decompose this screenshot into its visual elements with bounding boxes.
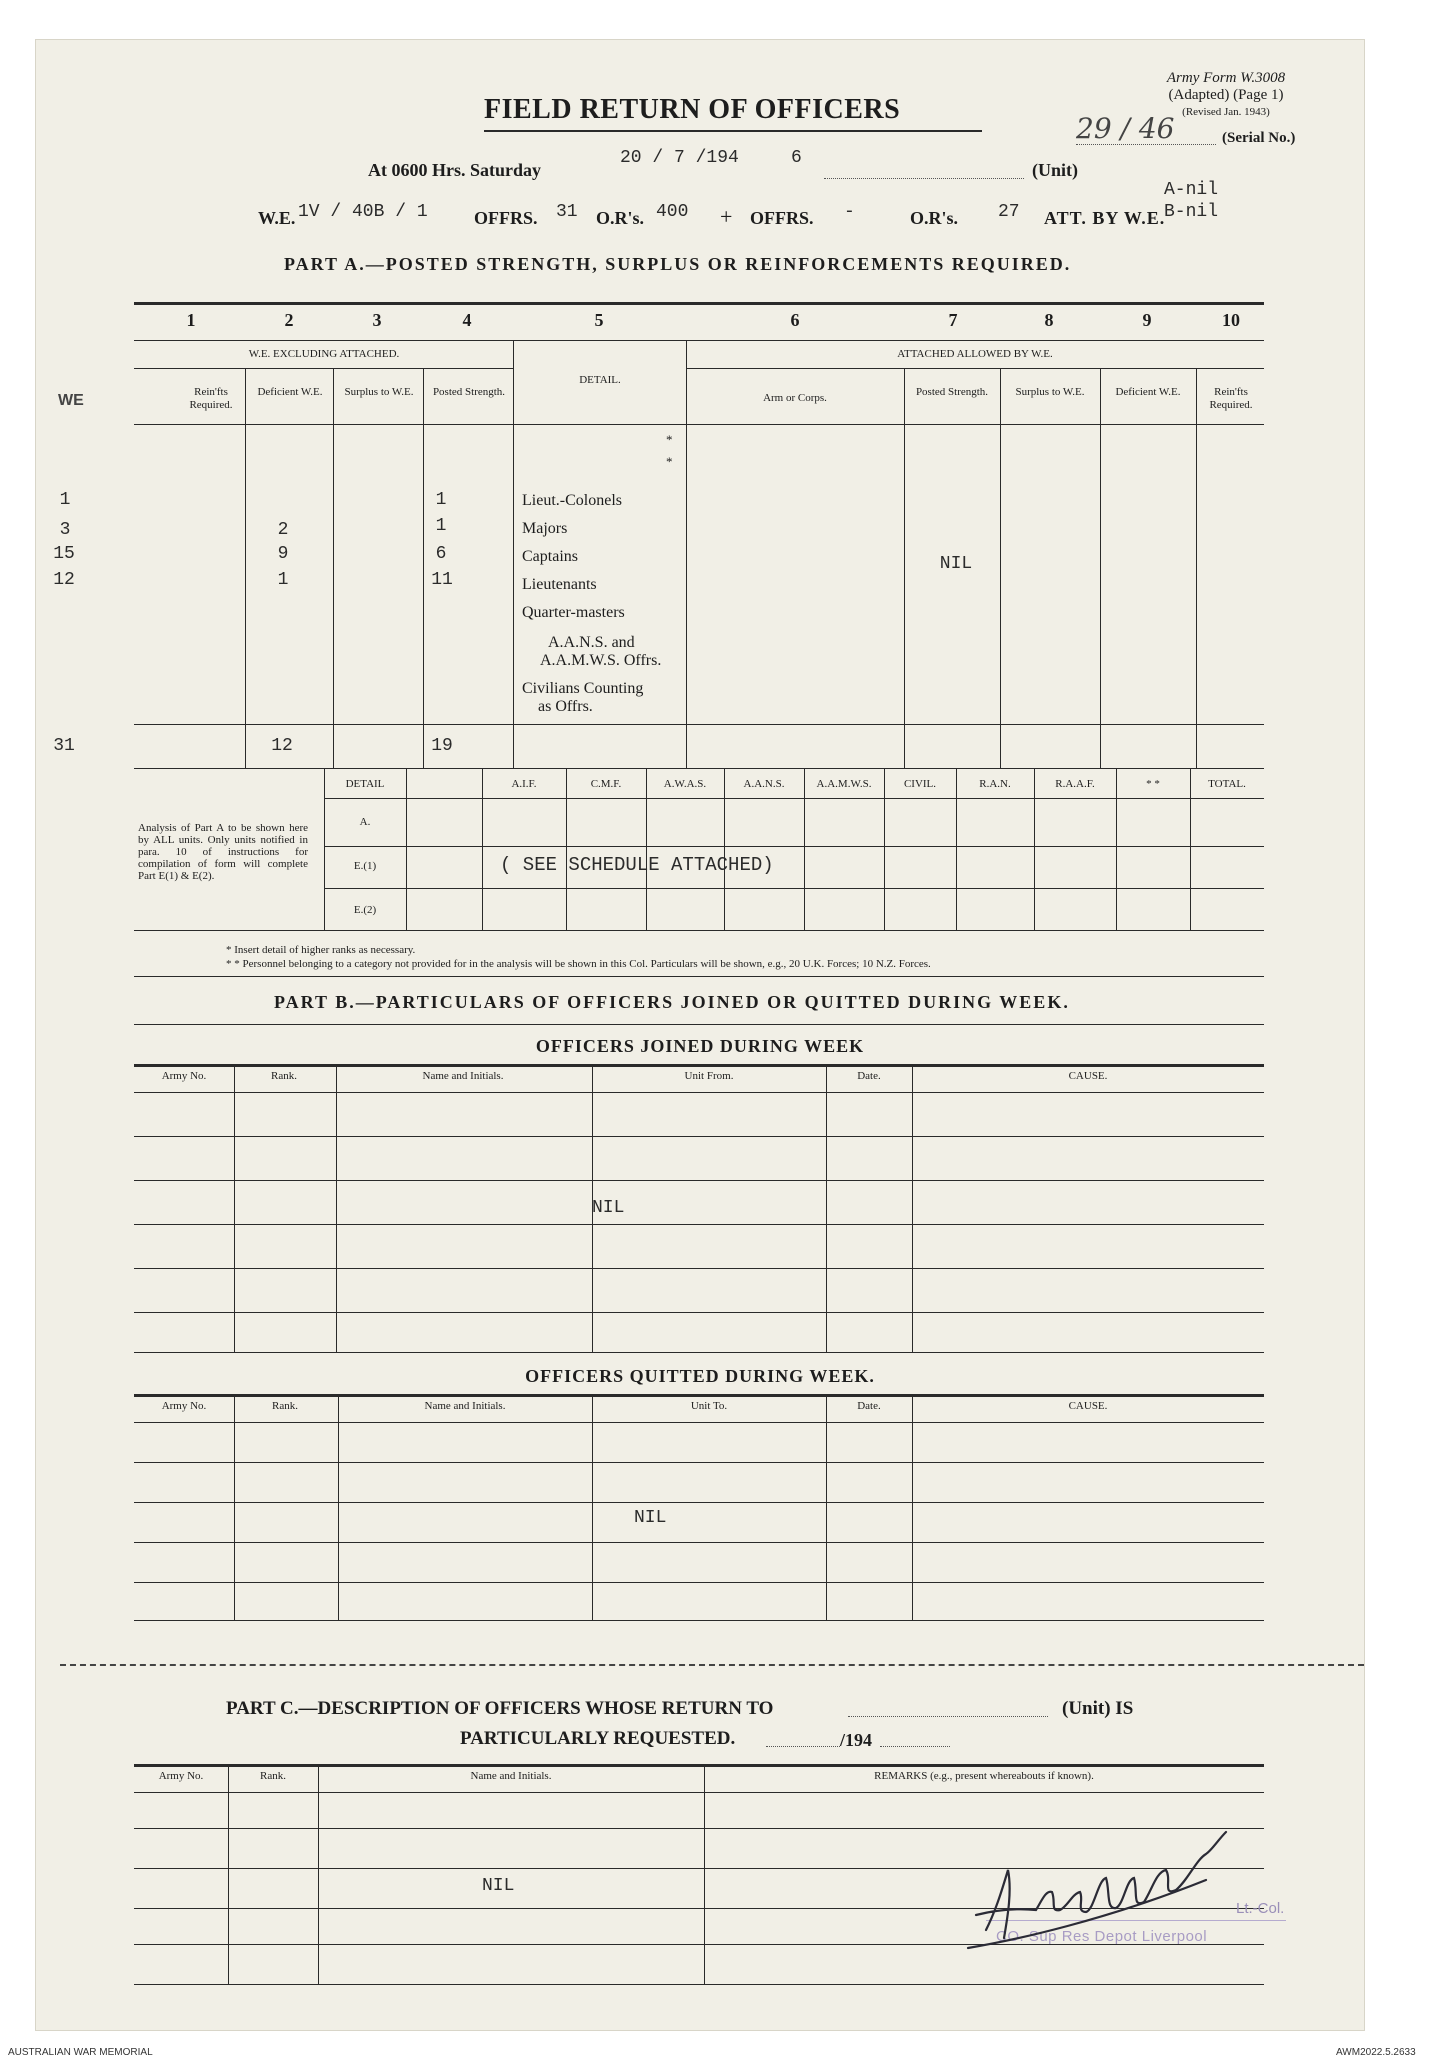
grid-line — [134, 1394, 1264, 1397]
grid-line — [134, 424, 1264, 425]
grid-line — [134, 1984, 1264, 1985]
grid-line — [566, 768, 567, 930]
star-2: * — [666, 454, 673, 469]
joined-col-army-no: Army No. — [161, 1070, 207, 1082]
grid-line — [134, 1268, 1264, 1269]
part-c-col-army-no: Army No. — [158, 1770, 204, 1782]
offrs-value: 31 — [556, 202, 578, 222]
grid-line — [1116, 768, 1117, 930]
grid-line — [513, 340, 514, 768]
rank-lieutenants: Lieutenants — [522, 576, 597, 593]
title-underline — [484, 130, 982, 132]
posted-row-3: 6 — [435, 544, 447, 564]
analysis-row-e1: E.(1) — [353, 860, 377, 872]
grid-line — [482, 768, 483, 930]
rank-civilians-2: as Offrs. — [538, 698, 593, 715]
part-b-heading: PART B.—PARTICULARS OF OFFICERS JOINED OR QUITTED DURING WEEK. — [274, 992, 1070, 1012]
grid-line — [134, 1064, 1264, 1067]
joined-heading: OFFICERS JOINED DURING WEEK — [535, 1036, 865, 1056]
grid-line — [134, 1462, 1264, 1463]
grid-line — [134, 1224, 1264, 1225]
grid-line — [134, 1792, 1264, 1793]
grid-line — [234, 1394, 235, 1620]
grid-line — [134, 1422, 1264, 1423]
col-num: 3 — [372, 310, 382, 330]
grid-line — [228, 1764, 229, 1984]
quitted-nil: NIL — [634, 1508, 667, 1528]
analysis-col-cmf: C.M.F. — [590, 778, 622, 790]
signature-graphic — [956, 1820, 1256, 1960]
part-c-date-line — [766, 1746, 840, 1747]
analysis-row-a: A. — [359, 816, 371, 828]
joined-nil: NIL — [592, 1198, 625, 1218]
joined-col-rank: Rank. — [271, 1070, 297, 1082]
grid-line — [956, 768, 957, 930]
deficient-row-3: 9 — [277, 544, 289, 564]
joined-col-cause: CAUSE. — [1068, 1070, 1108, 1082]
unit-line — [824, 178, 1024, 179]
analysis-row-e2: E.(2) — [353, 904, 377, 916]
rank-civilians-1: Civilians Counting — [522, 680, 644, 697]
grid-line — [804, 768, 805, 930]
grid-line — [324, 846, 1264, 847]
schedule-attached-note: ( SEE SCHEDULE ATTACHED) — [500, 854, 774, 876]
grid-line — [423, 368, 424, 768]
grid-line — [134, 1620, 1264, 1621]
grid-line — [912, 1394, 913, 1620]
analysis-col-aamws: A.A.M.W.S. — [816, 778, 872, 790]
form-id: Army Form W.3008 — [1166, 70, 1286, 86]
return-date: 20 / 7 /194 — [620, 148, 739, 168]
we-row-3: 15 — [53, 544, 75, 564]
att-label: ATT. BY W.E. — [1044, 208, 1166, 228]
posted-row-4: 11 — [431, 570, 453, 590]
grid-line — [333, 368, 334, 768]
grid-line — [134, 976, 1264, 977]
subhead-arm-corps: Arm or Corps. — [763, 392, 827, 404]
form-sheet — [36, 40, 1364, 2030]
part-a-top-border — [134, 302, 1264, 305]
form-adapted: (Adapted) (Page 1) — [1168, 87, 1284, 103]
col-num: 4 — [462, 310, 472, 330]
grid-line — [134, 368, 514, 369]
grid-line — [904, 368, 905, 768]
b-nil: B-nil — [1164, 202, 1219, 222]
col-num: 5 — [594, 310, 604, 330]
grid-line — [884, 768, 885, 930]
attached-nil: NIL — [939, 554, 973, 574]
grid-line — [318, 1764, 319, 1984]
grid-line — [134, 1352, 1264, 1353]
grid-line — [1034, 768, 1035, 930]
grid-line — [338, 1394, 339, 1620]
subhead-att-deficient: Deficient W.E. — [1115, 386, 1181, 398]
grid-line — [1196, 368, 1197, 768]
deficient-row-4: 1 — [277, 570, 289, 590]
part-c-col-name: Name and Initials. — [470, 1770, 552, 1782]
part-c-unit-label: (Unit) IS — [1062, 1698, 1134, 1719]
col-num: 9 — [1142, 310, 1152, 330]
subhead-surplus: Surplus to W.E. — [344, 386, 414, 398]
part-c-heading-2: PARTICULARLY REQUESTED. — [460, 1728, 736, 1749]
analysis-col-aans: A.A.N.S. — [743, 778, 785, 790]
rank-lieut-colonels: Lieut.-Colonels — [522, 492, 622, 509]
unit-label: (Unit) — [1032, 160, 1078, 180]
page-title: FIELD RETURN OF OFFICERS — [484, 94, 901, 125]
we-value: 1V / 40B / 1 — [298, 202, 428, 222]
stamp-rank: Lt.-Col. — [1236, 1900, 1285, 1917]
grid-line — [324, 798, 1264, 799]
we-label: W.E. — [258, 208, 296, 228]
return-year-digit: 6 — [791, 148, 802, 168]
grid-line — [134, 1312, 1264, 1313]
joined-col-date: Date. — [857, 1070, 881, 1082]
quitted-col-cause: CAUSE. — [1068, 1400, 1108, 1412]
col-num: 8 — [1044, 310, 1054, 330]
plus-sign: + — [720, 204, 733, 229]
subhead-att-surplus: Surplus to W.E. — [1015, 386, 1085, 398]
grid-line — [336, 1064, 337, 1352]
grid-line — [134, 1542, 1264, 1543]
serial-line — [1076, 144, 1216, 145]
rank-quarter-masters: Quarter-masters — [522, 604, 625, 621]
grid-line — [134, 340, 1264, 341]
footnote-2: * * Personnel belonging to a category not provided for in the analysis will be shown in this Col. Particulars will be shown, e.g., 20 U.K. Forces; 10 N.Z. Forces. — [226, 958, 931, 970]
grid-line — [912, 1064, 913, 1352]
subhead-att-posted: Posted Strength. — [915, 386, 989, 398]
analysis-col-detail: DETAIL — [345, 778, 385, 790]
posted-row-1: 1 — [435, 490, 447, 510]
analysis-col-other: * * — [1146, 778, 1160, 790]
total-deficient: 12 — [271, 736, 293, 756]
attached-allowed-heading: ATTACHED ALLOWED BY W.E. — [897, 348, 1053, 360]
grid-line — [134, 724, 1264, 725]
detail-heading: DETAIL. — [579, 374, 621, 386]
analysis-note: Analysis of Part A to be shown here by ALL units. Only units notified in para. 10 of instructions for compilation of form will complete Part E(1) & E(2). — [138, 822, 308, 882]
footnote-1: * Insert detail of higher ranks as necessary. — [226, 944, 416, 956]
ors2-value: 27 — [998, 202, 1020, 222]
grid-line — [1000, 368, 1001, 768]
star-1: * — [666, 432, 673, 447]
grid-line — [406, 768, 407, 930]
part-c-date: /194 — [840, 1730, 873, 1750]
subhead-att-reinf: Rein'fts Required. — [1209, 386, 1253, 411]
grid-line — [324, 888, 1264, 889]
cut-line — [60, 1664, 1364, 1666]
offrs-label: OFFRS. — [474, 208, 538, 228]
col-num: 6 — [790, 310, 800, 330]
form-revised: (Revised Jan. 1943) — [1182, 106, 1270, 118]
quitted-col-name: Name and Initials. — [424, 1400, 506, 1412]
col-num: 7 — [948, 310, 958, 330]
ors-label: O.R's. — [596, 208, 645, 228]
grid-line — [724, 768, 725, 930]
footer-left: AUSTRALIAN WAR MEMORIAL — [8, 2047, 153, 2058]
grid-line — [1190, 768, 1191, 930]
col-num: 1 — [186, 310, 196, 330]
analysis-col-ran: R.A.N. — [979, 778, 1011, 790]
subhead-deficient: Deficient W.E. — [257, 386, 323, 398]
stamp-unit: CO. Sup Res Depot Liverpool — [996, 1928, 1208, 1945]
part-c-heading-1: PART C.—DESCRIPTION OF OFFICERS WHOSE RETURN TO — [226, 1698, 774, 1719]
col-num: 2 — [284, 310, 294, 330]
part-c-unit-line — [848, 1716, 1048, 1717]
grid-line — [646, 768, 647, 930]
grid-line — [826, 1394, 827, 1620]
a-nil: A-nil — [1164, 180, 1219, 200]
grid-line — [592, 1394, 593, 1620]
grid-line — [134, 930, 1264, 931]
subhead-posted: Posted Strength. — [432, 386, 506, 398]
grid-line — [686, 368, 1264, 369]
we-side-label: WE — [58, 392, 84, 409]
analysis-col-raaf: R.A.A.F. — [1055, 778, 1095, 790]
grid-line — [1100, 368, 1101, 768]
grid-line — [134, 1764, 1264, 1767]
quitted-heading: OFFICERS QUITTED DURING WEEK. — [525, 1366, 875, 1386]
total-we: 31 — [53, 736, 75, 756]
quitted-col-army-no: Army No. — [161, 1400, 207, 1412]
ors-value: 400 — [656, 202, 689, 222]
offrs2-label: OFFRS. — [750, 208, 814, 228]
joined-col-name: Name and Initials. — [422, 1070, 504, 1082]
part-c-col-rank: Rank. — [260, 1770, 286, 1782]
deficient-row-2: 2 — [277, 520, 289, 540]
quitted-col-date: Date. — [857, 1400, 881, 1412]
part-a-heading: PART A.—POSTED STRENGTH, SURPLUS OR REINFORCEMENTS REQUIRED. — [284, 254, 1072, 274]
subhead-reinf: Rein'fts Required. — [189, 386, 233, 411]
part-c-date-line-2 — [880, 1746, 950, 1747]
rank-aans-2: A.A.M.W.S. Offrs. — [540, 652, 662, 669]
total-posted: 19 — [431, 736, 453, 756]
at-line: At 0600 Hrs. Saturday — [368, 160, 542, 180]
quitted-col-unit-to: Unit To. — [690, 1400, 728, 1412]
rank-aans-1: A.A.N.S. and — [548, 634, 635, 651]
grid-line — [134, 1024, 1264, 1025]
col-num: 10 — [1222, 310, 1240, 330]
we-row-4: 12 — [53, 570, 75, 590]
part-c-nil: NIL — [482, 1876, 515, 1896]
we-row-2: 3 — [59, 520, 71, 540]
analysis-col-civil: CIVIL. — [903, 778, 937, 790]
analysis-col-total: TOTAL. — [1208, 778, 1246, 790]
grid-line — [134, 1582, 1264, 1583]
ors2-label: O.R's. — [910, 208, 959, 228]
grid-line — [134, 1092, 1264, 1093]
joined-col-unit-from: Unit From. — [684, 1070, 734, 1082]
grid-line — [826, 1064, 827, 1352]
grid-line — [234, 1064, 235, 1352]
analysis-col-awas: A.W.A.S. — [663, 778, 707, 790]
quitted-col-rank: Rank. — [272, 1400, 298, 1412]
grid-line — [134, 768, 1264, 769]
grid-line — [134, 1180, 1264, 1181]
posted-row-2: 1 — [435, 516, 447, 536]
footer-right: AWM2022.5.2633 — [1336, 2047, 1416, 2058]
part-c-col-remarks: REMARKS (e.g., present whereabouts if known). — [874, 1770, 1094, 1782]
we-excluding-heading: W.E. EXCLUDING ATTACHED. — [248, 348, 400, 360]
rank-majors: Majors — [522, 520, 568, 537]
we-row-1: 1 — [59, 490, 71, 510]
grid-line — [134, 1136, 1264, 1137]
grid-line — [245, 368, 246, 768]
grid-line — [704, 1764, 705, 1984]
rank-captains: Captains — [522, 548, 578, 565]
grid-line — [134, 1502, 1264, 1503]
serial-number-handwritten: 29 / 46 — [1076, 112, 1175, 145]
serial-label: (Serial No.) — [1222, 130, 1296, 146]
analysis-col-aif: A.I.F. — [511, 778, 537, 790]
offrs2-value: - — [844, 202, 855, 222]
